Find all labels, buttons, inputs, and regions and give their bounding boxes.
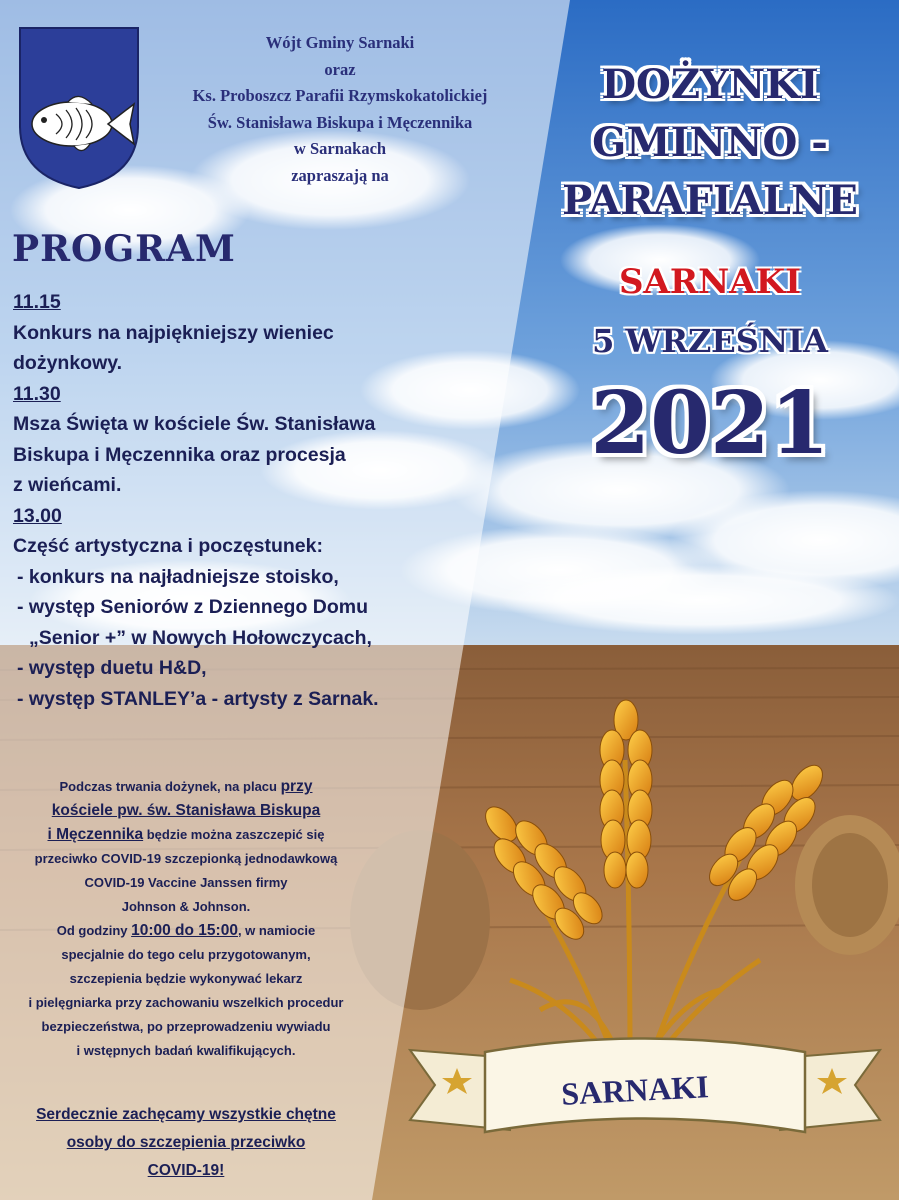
vaccination-notice [0,775,372,1063]
program-time: 11.15 [13,291,61,313]
program-time: 11.30 [13,382,61,405]
vacc-text: i pielęgniarka przy zachowaniu wszelkich procedur [28,995,344,1010]
closing-line: osoby do szczepienia przeciwko [66,1134,306,1151]
host-line: zapraszają na [291,165,389,185]
closing-appeal [0,1101,372,1185]
program-item: - konkurs na najładniejsze stoisko, [17,565,339,588]
vacc-text: , w namiocie [237,923,316,938]
host-line: oraz [324,59,356,79]
vacc-underlined: kościele pw. św. Stanisława Biskupa [51,802,321,819]
host-line: Wójt Gminy Sarnaki [265,33,415,52]
vacc-text: Podczas trwania dożynek, na placu [59,779,281,794]
program-item: - występ duetu H&D, [17,657,207,679]
event-place: SARNAKI [618,262,802,302]
program-text: z wieńcami. [13,474,122,496]
program-title: PROGRAM [12,228,236,270]
program-list [13,287,453,714]
banner-label: SARNAKI [560,1068,710,1112]
vacc-text: COVID-19 Vaccine Janssen firmy [84,875,288,890]
vacc-text: specjalnie do tego celu przygotowanym, [61,947,311,962]
fish-shield-icon [18,26,140,190]
program-text: Konkurs na najpiękniejszy wieniec [13,321,334,344]
vacc-underlined: przy [280,778,313,795]
vacc-text: przeciwko COVID-19 szczepionką jednodawkową [34,851,338,866]
vacc-text: i wstępnych badań kwalifikujących. [76,1043,296,1058]
host-line: Ks. Proboszcz Parafii Rzymskokatolickiej [192,86,488,105]
host-line: w Sarnakach [293,139,387,158]
closing-line: COVID-19! [147,1162,225,1179]
wheat-ear [701,751,839,908]
vacc-hours: 10:00 do 15:00 [131,922,238,939]
vacc-text: Johnson & Johnson. [121,899,251,914]
invitation-hosts [140,30,540,189]
event-year: 2021 [590,373,830,474]
program-time: 13.00 [13,504,62,527]
program-item: - występ STANLEY’a - artysty z Sarnak. [17,687,379,710]
vacc-text: szczepienia będzie wykonywać lekarz [69,971,303,986]
wheat-ear [469,792,610,946]
program-text: dożynkowy. [13,352,123,374]
vacc-underlined: i Męczennika [47,826,144,843]
headline-line: PARAFIALNE [562,177,858,224]
program-item: „Senior +” w Nowych Hołowczycach, [29,626,372,649]
headline-line: GMINNO - [592,119,828,166]
vacc-text: będzie można zaszczepić się [143,827,325,842]
vacc-text: bezpieczeństwa, po przeprowadzeniu wywiadu [41,1019,331,1034]
program-text: Biskupa i Męczennika oraz procesja [13,443,346,466]
headline-line: DOŻYNKI [601,61,819,108]
event-headline [520,56,899,230]
program-item: - występ Seniorów z Dziennego Domu [17,596,369,618]
wheat-illustration [390,680,899,1190]
program-text: Część artystyczna i poczęstunek: [13,535,323,557]
host-line: Św. Stanisława Biskupa i Męczennika [207,112,473,132]
closing-line: Serdecznie zachęcamy wszystkie chętne [36,1106,336,1123]
event-date: 5 WRZEŚNIA [592,322,828,360]
vacc-text: Od godziny [56,923,132,938]
program-text: Msza Święta w kościele Św. Stanisława [13,413,376,435]
